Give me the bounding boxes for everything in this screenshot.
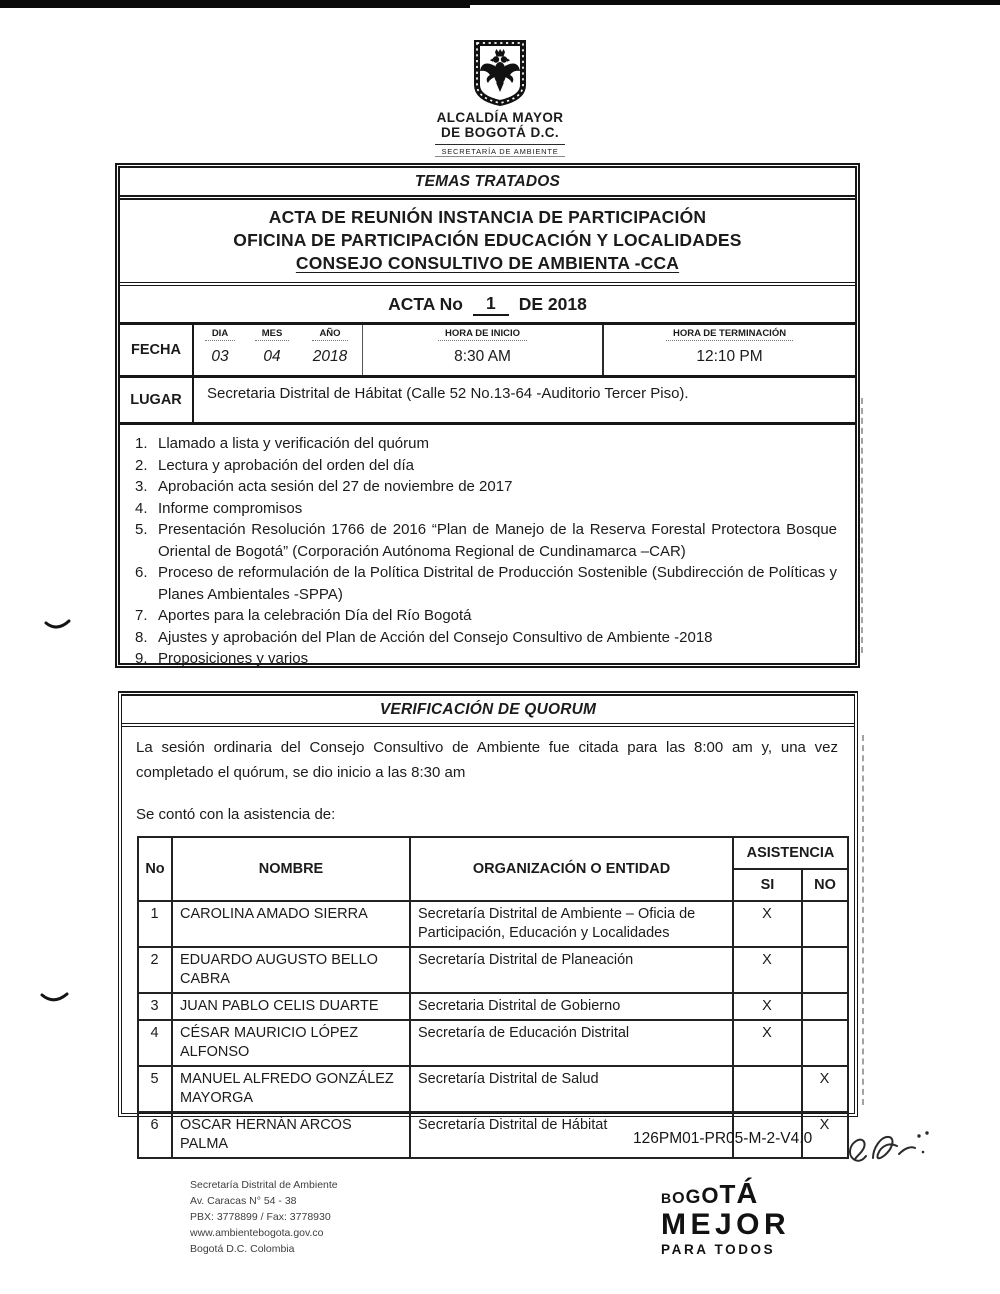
lugar-row	[120, 378, 855, 425]
attendee-name: CAROLINA AMADO SIERRA	[172, 901, 410, 947]
attendance-row	[138, 1020, 848, 1066]
topic-item	[135, 519, 839, 562]
topic-item	[135, 627, 839, 649]
fecha-label: FECHA	[120, 325, 194, 375]
topic-text: Llamado a lista y verificación del quórum	[158, 435, 429, 452]
section-title-verificacion-quorum: VERIFICACIÓN DE QUORUM	[122, 696, 854, 727]
attendance-si-mark: X	[733, 901, 802, 947]
acta-number-prefix: ACTA No	[388, 293, 463, 314]
hora-inicio-label: HORA DE INICIO	[438, 325, 527, 341]
address-line: Bogotá D.C. Colombia	[190, 1243, 295, 1255]
topic-item	[135, 433, 839, 455]
attendee-org: Secretaría Distrital de Planeación	[410, 947, 733, 993]
ano-value: 2018	[312, 348, 348, 365]
acta-header-table	[115, 163, 860, 668]
topic-text: Presentación Resolución 1766 de 2016 “Plan de Manejo de la Reserva Forestal Protectora Bosque Oriental de Bogotá” (Corporación Autónoma Regional de Cundinamarca –CAR)	[158, 521, 837, 560]
margin-tick-icon	[44, 619, 72, 639]
attendance-no-mark: X	[802, 1066, 848, 1112]
row-number: 6	[138, 1112, 172, 1158]
document-code: 126PM01-PR05-M-2-V4.0	[633, 1130, 813, 1147]
topic-number: 1.	[135, 435, 148, 452]
row-number: 2	[138, 947, 172, 993]
attendance-si-mark: X	[733, 947, 802, 993]
topic-number: 8.	[135, 628, 148, 646]
acta-number-row	[120, 286, 855, 325]
acta-title-line1: ACTA DE REUNIÓN INSTANCIA DE PARTICIPACIÓN	[268, 207, 707, 227]
attendee-org: Secretaria Distrital de Gobierno	[410, 993, 733, 1020]
row-number: 4	[138, 1020, 172, 1066]
topics-list	[120, 425, 855, 667]
topic-text: Proposiciones y varios	[158, 650, 309, 667]
hora-inicio-value: 8:30 AM	[454, 348, 511, 365]
fecha-row	[120, 325, 855, 378]
mes-value: 04	[263, 348, 281, 365]
attendance-si-mark: X	[733, 1020, 802, 1066]
topic-number: 2.	[135, 456, 148, 474]
topic-number: 6.	[135, 564, 148, 581]
margin-tick-icon	[40, 991, 70, 1012]
attendee-org: Secretaría Distrital de Ambiente – Oficia de Participación, Educación y Localidades	[410, 901, 733, 947]
topic-number: 9.	[135, 650, 148, 667]
col-header-si: SI	[733, 869, 802, 901]
fecha-mes-cell	[246, 325, 298, 375]
attendee-name: CÉSAR MAURICIO LÓPEZ ALFONSO	[172, 1020, 410, 1066]
attendance-row	[138, 1066, 848, 1112]
col-header-organizacion: ORGANIZACIÓN O ENTIDAD	[410, 837, 733, 901]
fecha-ano-cell	[298, 325, 363, 375]
col-header-no: NO	[802, 869, 848, 901]
topic-text: Informe compromisos	[158, 499, 303, 517]
brand-para-todos-text: PARA TODOS	[661, 1242, 776, 1257]
bogota-crest-icon	[472, 40, 528, 106]
attendee-name: EDUARDO AUGUSTO BELLO CABRA	[172, 947, 410, 993]
topic-text: Ajustes y aprobación del Plan de Acción del Consejo Consultivo de Ambiente -2018	[158, 628, 713, 646]
alcaldia-logo	[0, 40, 1000, 159]
topic-number: 4.	[135, 499, 148, 517]
attendee-org: Secretaría Distrital de Hábitat	[410, 1112, 733, 1158]
attendance-row	[138, 993, 848, 1020]
attendance-si-mark: X	[733, 993, 802, 1020]
acta-title-block	[120, 200, 855, 286]
brand-bogota-text: BOGOTÁ	[661, 1178, 759, 1210]
topic-number: 3.	[135, 478, 148, 495]
attendance-row	[138, 947, 848, 993]
attendee-name: MANUEL ALFREDO GONZÁLEZ MAYORGA	[172, 1066, 410, 1112]
attendance-no-mark	[802, 901, 848, 947]
fecha-dia-cell	[194, 325, 246, 375]
section-title-temas-tratados: TEMAS TRATADOS	[120, 168, 855, 200]
brand-mejor-text: MEJOR	[661, 1208, 791, 1241]
mes-label: MES	[255, 325, 290, 341]
attendance-intro: Se contó con la asistencia de:	[136, 806, 336, 823]
topic-number: 5.	[135, 521, 148, 538]
dia-label: DIA	[205, 325, 235, 341]
attendance-no-mark	[802, 1020, 848, 1066]
dia-value: 03	[211, 348, 229, 365]
logo-title-line1: ALCALDÍA MAYOR	[436, 110, 564, 125]
scan-artifact-dashed-line	[862, 735, 864, 1105]
hora-terminacion-cell	[604, 325, 855, 375]
attendance-header-row	[138, 837, 848, 869]
topic-text: Proceso de reformulación de la Política Distrital de Producción Sostenible (Subdirección de Políticas y Planes Ambientales -SPPA)	[158, 564, 837, 603]
attendance-no-mark	[802, 993, 848, 1020]
scan-artifact-top-bar-2	[0, 4, 470, 8]
footer-address-block	[190, 1177, 338, 1257]
attendance-row	[138, 901, 848, 947]
address-line: PBX: 3778899 / Fax: 3778930	[190, 1211, 331, 1223]
row-number: 1	[138, 901, 172, 947]
row-number: 3	[138, 993, 172, 1020]
attendance-si-mark	[733, 1066, 802, 1112]
acta-title-line2: OFICINA DE PARTICIPACIÓN EDUCACIÓN Y LOCALIDADES	[233, 230, 742, 250]
ano-label: AÑO	[312, 325, 347, 341]
attendance-no-mark: X	[802, 1112, 848, 1158]
topic-item	[135, 455, 839, 477]
attendance-table	[137, 836, 849, 1159]
topic-item	[135, 562, 839, 605]
attendee-name: JUAN PABLO CELIS DUARTE	[172, 993, 410, 1020]
quorum-paragraph: La sesión ordinaria del Consejo Consultivo de Ambiente fue citada para las 8:00 am y, una vez completado el quórum, se dio inicio a las 8:30 am	[136, 739, 838, 781]
topic-item	[135, 476, 839, 498]
attendee-name: OSCAR HERNÁN ARCOS PALMA	[172, 1112, 410, 1158]
acta-number-value: 1	[473, 293, 509, 316]
topic-text: Aportes para la celebración Día del Río Bogotá	[158, 607, 472, 624]
acta-number-suffix: DE 2018	[518, 293, 587, 314]
hora-terminacion-value: 12:10 PM	[696, 348, 763, 365]
handwritten-signature	[843, 1126, 935, 1183]
address-line: Av. Caracas N° 54 - 38	[190, 1195, 297, 1207]
topic-item	[135, 605, 839, 627]
topic-item	[135, 648, 839, 670]
col-header-asistencia: ASISTENCIA	[733, 837, 848, 869]
address-line: www.ambientebogota.gov.co	[190, 1227, 324, 1239]
acta-title-line3: CONSEJO CONSULTIVO DE AMBIENTA -CCA	[295, 253, 680, 273]
hora-inicio-cell	[363, 325, 604, 375]
hora-terminacion-label: HORA DE TERMINACIÓN	[666, 325, 793, 341]
row-number: 5	[138, 1066, 172, 1112]
address-line: Secretaría Distrital de Ambiente	[190, 1179, 338, 1191]
topic-number: 7.	[135, 607, 148, 624]
lugar-value: Secretaria Distrital de Hábitat (Calle 52 No.13-64 -Auditorio Tercer Piso).	[207, 385, 689, 402]
logo-title-line2: DE BOGOTÁ D.C.	[440, 125, 560, 140]
col-header-nombre: NOMBRE	[172, 837, 410, 901]
attendee-org: Secretaría Distrital de Salud	[410, 1066, 733, 1112]
quorum-body	[122, 727, 854, 1159]
topic-text: Lectura y aprobación del orden del día	[158, 456, 415, 474]
topic-text: Aprobación acta sesión del 27 de noviembre de 2017	[158, 478, 513, 495]
bogota-mejor-logo	[661, 1180, 831, 1257]
col-header-no: No	[138, 837, 172, 901]
lugar-label: LUGAR	[120, 378, 194, 422]
topic-item	[135, 498, 839, 520]
logo-subtitle: SECRETARÍA DE AMBIENTE	[435, 144, 564, 157]
attendance-no-mark	[802, 947, 848, 993]
attendee-org: Secretaría de Educación Distrital	[410, 1020, 733, 1066]
scan-artifact-dashed-line	[861, 398, 863, 653]
